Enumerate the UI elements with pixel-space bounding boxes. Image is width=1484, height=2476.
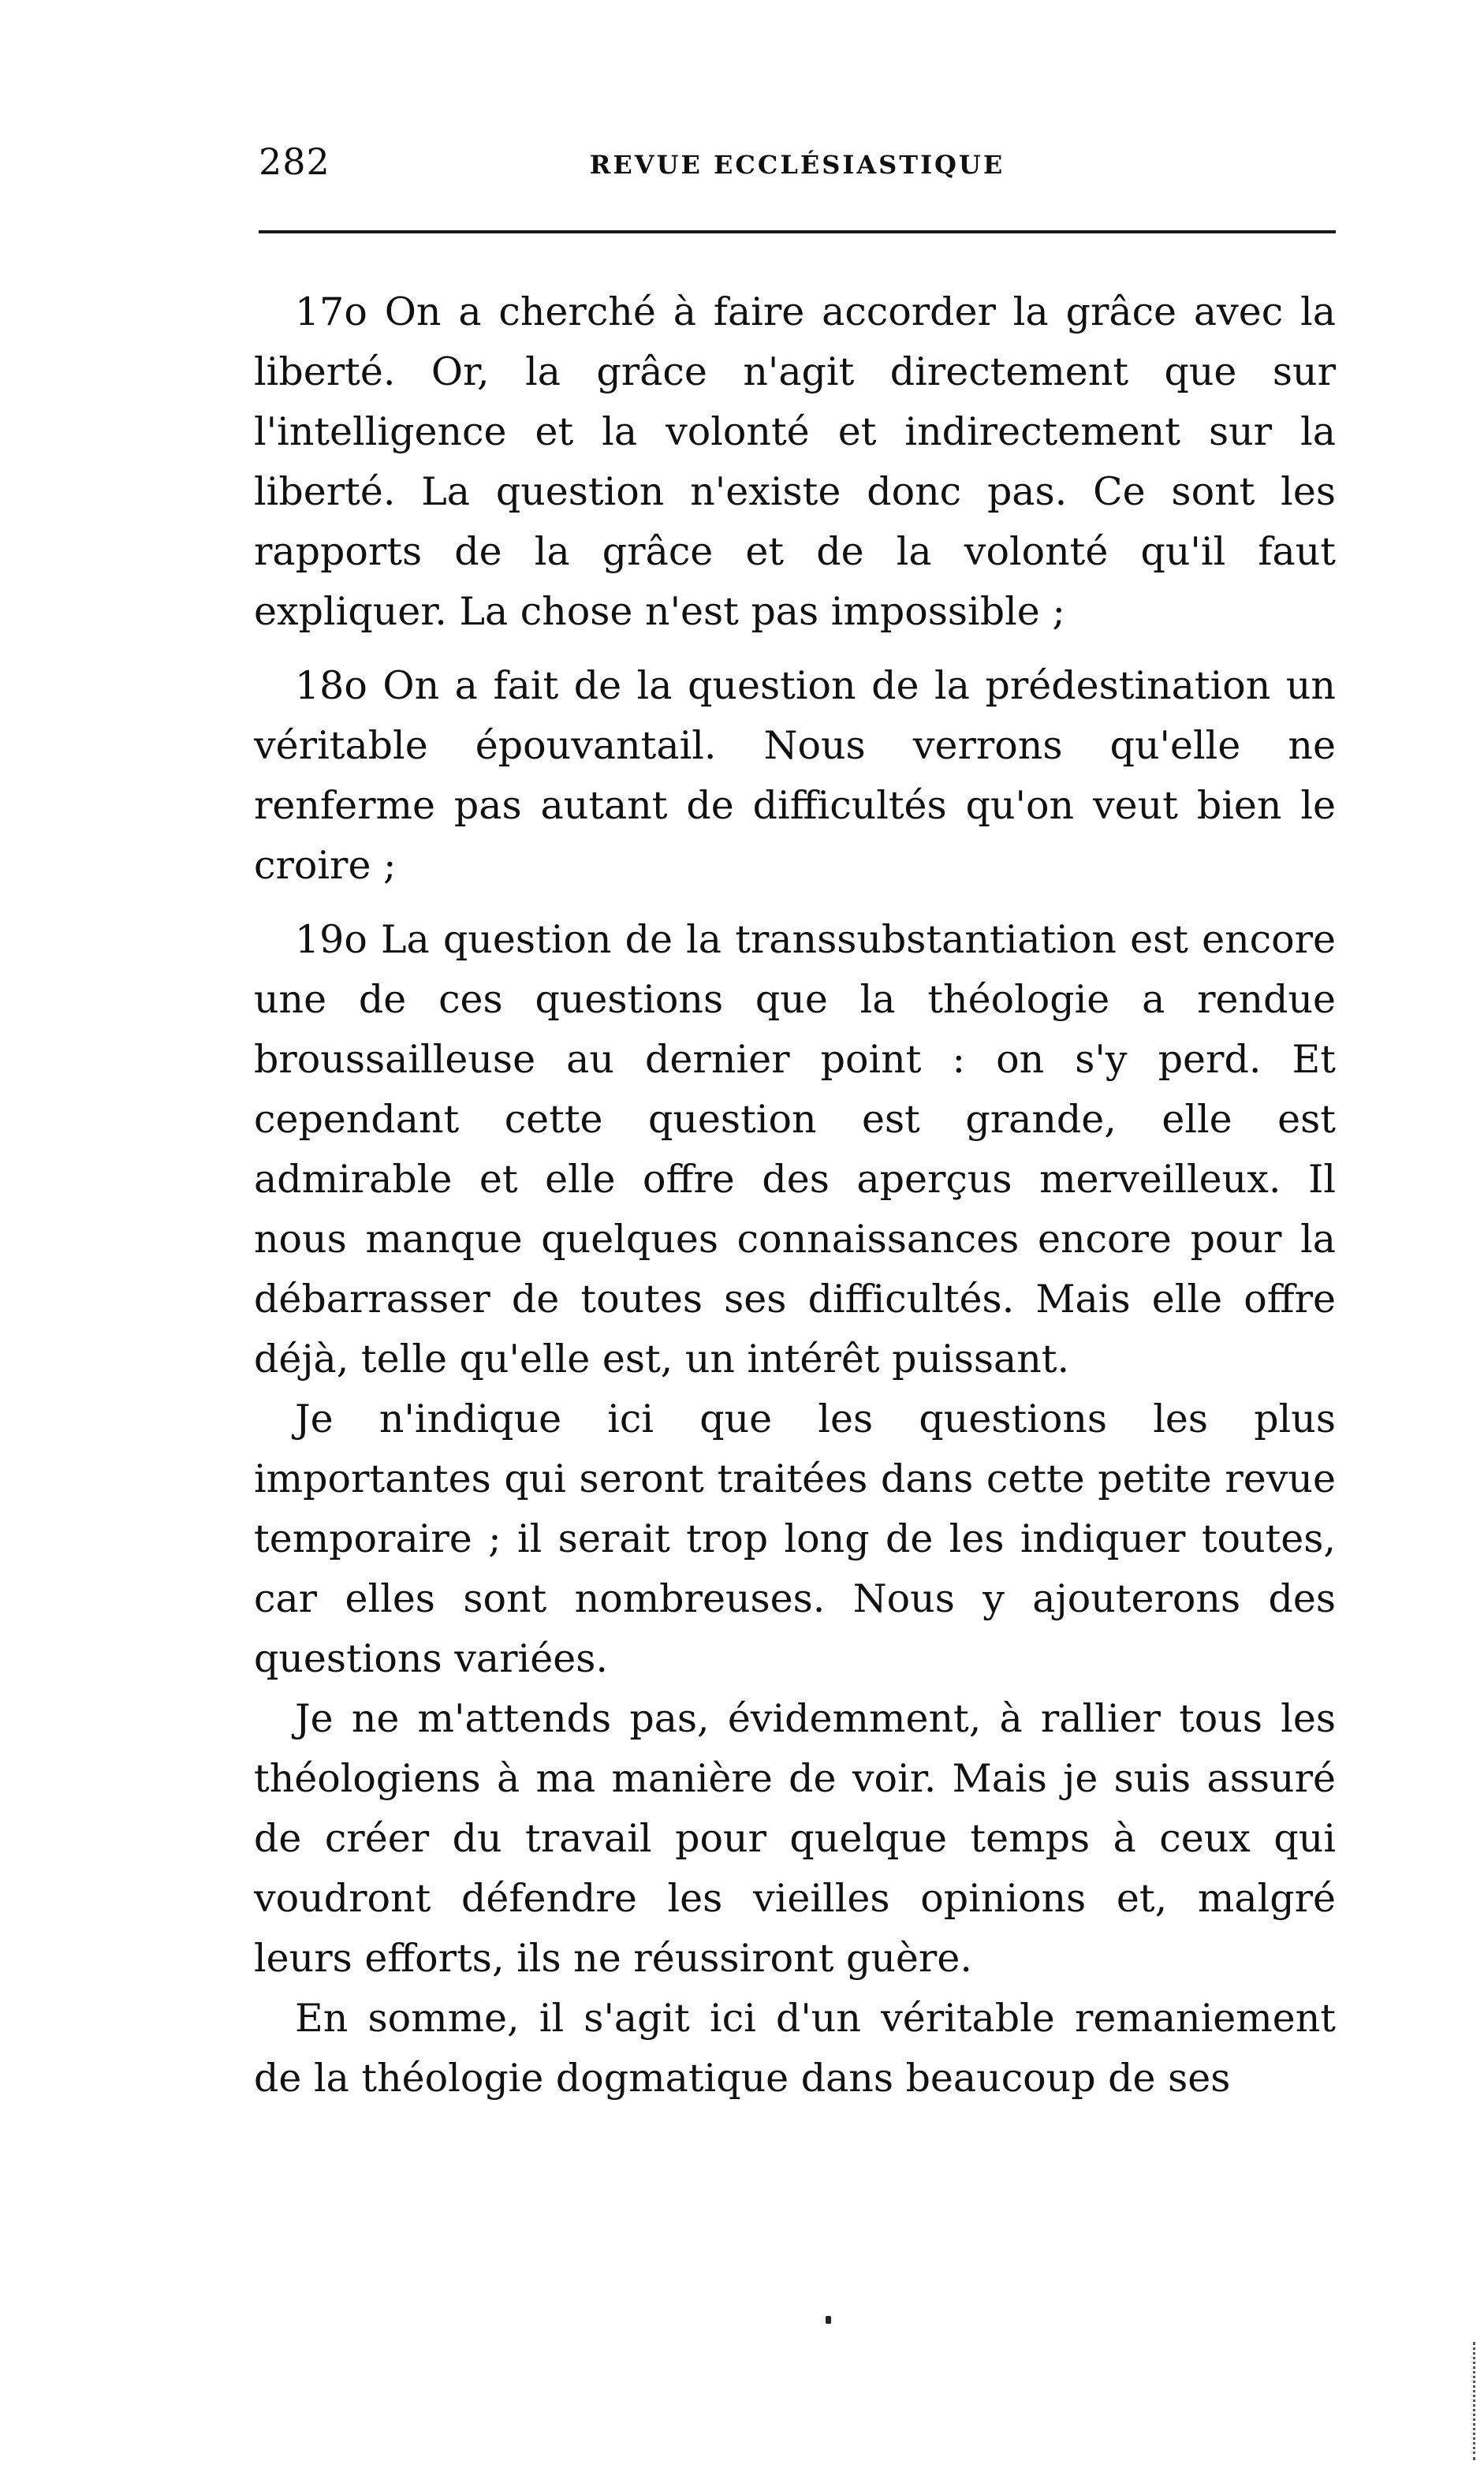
body-text — [254, 282, 1336, 2109]
paragraph-17: 17o On a cherché à faire accorder la grâce avec la liberté. Or, la grâce n'agit directement que sur l'intelligence et la volonté et indirectement sur la liberté. La question n'existe donc pas. Ce sont les rapports de la grâce et de la volonté qu'il faut expliquer. La chose n'est pas impossible ; — [254, 289, 1336, 634]
running-title: REVUE ECCLÉSIASTIQUE — [589, 150, 1005, 180]
paragraph-summary: En somme, il s'agit ici d'un véritable remaniement de la théologie dogmatique dans beaucoup de ses — [254, 1996, 1336, 2101]
paragraph-19: 19o La question de la transsubstantiation est encore une de ces questions que la théologie a rendue broussailleuse au dernier point : on s'y perd. Et cependant cette question est grande, elle est admirable et elle offre des aperçus merveilleux. Il nous manque quelques connaissances encore pour la débarrasser de toutes ses difficultés. Mais elle offre déjà, telle qu'elle est, un intérêt puissant. — [254, 917, 1336, 1382]
page-header — [259, 140, 1336, 196]
page-number: 282 — [259, 140, 330, 183]
header-rule — [259, 230, 1336, 233]
ink-speck — [826, 2316, 831, 2324]
page-edge-marks — [1473, 2342, 1478, 2460]
paragraph-18: 18o On a fait de la question de la prédestination un véritable épouvantail. Nous verrons qu'elle ne renferme pas autant de difficultés qu'on veut bien le croire ; — [254, 663, 1336, 888]
paragraph-theologians: Je ne m'attends pas, évidemment, à rallier tous les théologiens à ma manière de voir. Mais je suis assuré de créer du travail pour quelque temps à ceux qui voudront défendre les vieilles opinions et, malgré leurs efforts, ils ne réussiront guère. — [254, 1696, 1336, 1981]
paragraph-questions: Je n'indique ici que les questions les plus importantes qui seront traitées dans cette petite revue temporaire ; il serait trop long de les indiquer toutes, car elles sont nombreuses. Nous y ajouterons des questions variées. — [254, 1396, 1336, 1681]
